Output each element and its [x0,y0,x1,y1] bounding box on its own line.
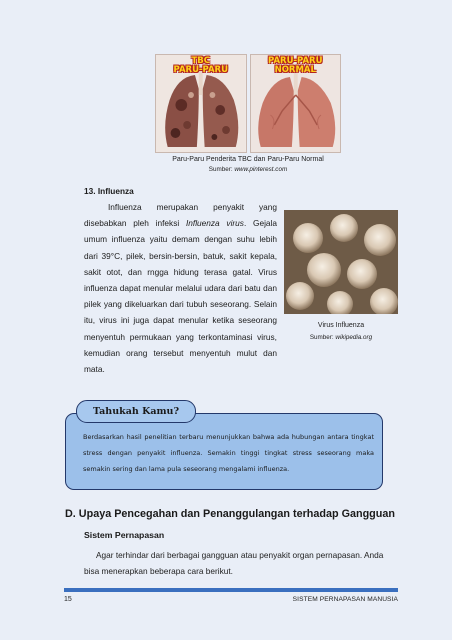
influenza-paragraph-start: Influenza merupakan penyakit yang disebabkan pleh infeksi [84,202,277,229]
lungs-source-site: www.pinterest.com [234,166,288,173]
normal-lungs-label: PARU-PARU NORMAL [268,56,323,75]
influenza-heading: 13. Influenza [84,186,134,196]
section-d-heading: D. Upaya Pencegahan dan Penanggulangan terhadap Gangguan [65,508,395,520]
virus-figure-caption: Virus Influenza [317,322,365,329]
tbc-lungs-image [155,54,247,153]
lungs-figure-source [155,166,341,173]
virus-figure-source [284,334,398,341]
normal-lungs-image [250,54,342,153]
page-number: 15 [64,596,72,603]
influenza-paragraph [84,199,277,377]
influenza-virus-image [284,210,398,314]
influenza-paragraph-end: . Gejala umum influenza yaitu demam dengan suhu lebih dari 39°C, pilek, bersin-bersin, batuk, sakit kepala, sakit otot, dan rngga hidung terasa gatal. Virus influenza dapat menular melalui udara dari batu dan pilek yang dikeluarkan dari tubuh seseorang. Selain itu, virus ini juga dapat menular ketika seseorang menyentuh permukaan yang terkontaminasi virus, kemudian orang tersebut menyentuh mulut dan mata. [84,218,277,375]
influenza-paragraph-italic: Influenza virus [185,218,244,229]
lungs-figure-caption: Paru-Paru Penderita TBC dan Paru-Paru Normal [172,156,324,163]
did-you-know-title: Tahukah Kamu? [76,400,196,423]
did-you-know-text: Berdasarkan hasil penelitian terbaru menunjukkan bahwa ada hubungan antara tingkat stress dengan penyakit influenza. Semakin tinggi tingkat stress seseorang maka semakin sering dan lama pula seseorang mengalami influenza. [83,433,374,473]
tbc-lungs-label: TBC PARU-PARU [173,56,228,75]
lungs-source-prefix: Sumber: [208,166,235,173]
lungs-comparison-figure [155,54,341,151]
footer-title: SISTEM PERNAPASAN MANUSIA [292,596,398,603]
section-d-subheading: Sistem Pernapasan [84,530,165,540]
virus-source-prefix: Sumber: [309,334,336,341]
footer-rule [64,588,398,592]
virus-source-site: wikipedia.org [335,334,373,341]
section-d-body: Agar terhindar dari berbagai gangguan atau penyakit organ pernapasan. Anda bisa menerapkan beberapa cara berikut. [84,550,384,576]
